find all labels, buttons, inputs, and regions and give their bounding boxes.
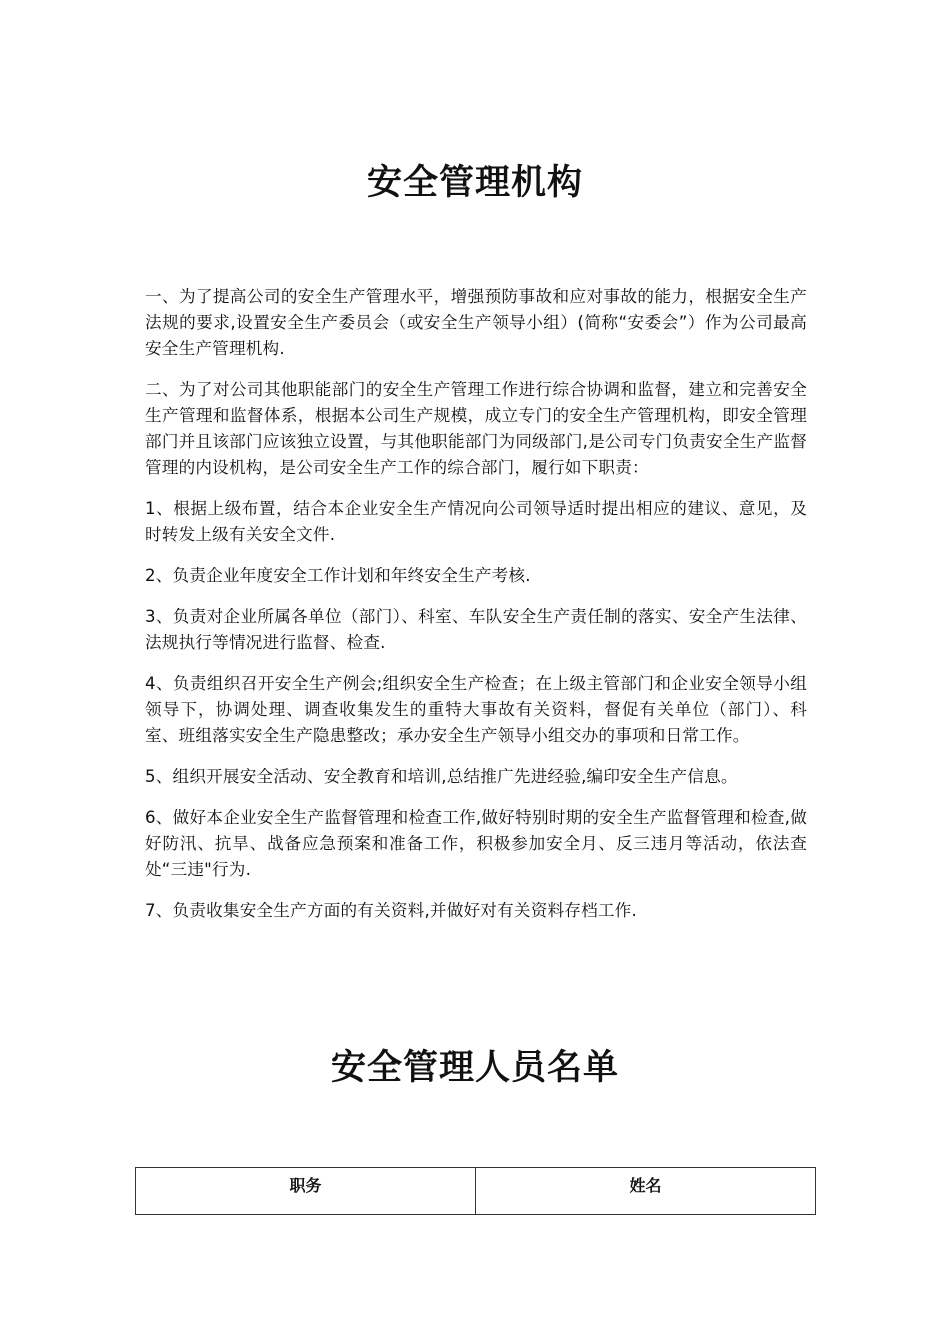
duty-item-6: 6、做好本企业安全生产监督管理和检查工作,做好特别时期的安全生产监督管理和检查,做好防汛、抗旱、战备应急预案和准备工作，积极参加安全月、反三违月等活动，依法查处“三违"行为. xyxy=(145,808,807,879)
duty-item-5: 5、组织开展安全活动、安全教育和培训,总结推广先进经验,编印安全生产信息。 xyxy=(145,767,738,786)
document-title: 安全管理机构 xyxy=(366,162,583,203)
duty-item-3: 3、负责对企业所属各单位（部门）、科室、车队安全生产责任制的落实、安全产生法律、法规执行等情况进行监督、检查. xyxy=(145,607,807,652)
roster-header-row xyxy=(136,1168,816,1215)
paragraph-intro-2: 二、为了对公司其他职能部门的安全生产管理工作进行综合协调和监督，建立和完善安全生产管理和监督体系，根据本公司生产规模，成立专门的安全生产管理机构，即安全管理部门并且该部门应该独立设置，与其他职能部门为同级部门,是公司专门负责安全生产监督管理的内设机构，是公司安全生产工作的综合部门，履行如下职责： xyxy=(145,380,807,477)
roster-title: 安全管理人员名单 xyxy=(330,1047,619,1088)
roster-header-name: 姓名 xyxy=(476,1168,816,1215)
duty-item-7: 7、负责收集安全生产方面的有关资料,并做好对有关资料存档工作. xyxy=(145,901,637,920)
roster-header-position: 职务 xyxy=(136,1168,476,1215)
duty-item-1: 1、根据上级布置，结合本企业安全生产情况向公司领导适时提出相应的建议、意见，及时转发上级有关安全文件. xyxy=(145,499,807,544)
document-body xyxy=(145,284,807,939)
roster-table xyxy=(135,1167,816,1215)
duty-item-2: 2、负责企业年度安全工作计划和年终安全生产考核. xyxy=(145,566,531,585)
paragraph-intro-1: 一、为了提高公司的安全生产管理水平，增强预防事故和应对事故的能力，根据安全生产法规的要求,设置安全生产委员会（或安全生产领导小组）(简称“安委会”）作为公司最高安全生产管理机构. xyxy=(145,287,807,358)
duty-item-4: 4、负责组织召开安全生产例会;组织安全生产检查；在上级主管部门和企业安全领导小组领导下，协调处理、调查收集发生的重特大事故有关资料，督促有关单位（部门）、科室、班组落实安全生产隐患整改；承办安全生产领导小组交办的事项和日常工作。 xyxy=(145,674,807,745)
